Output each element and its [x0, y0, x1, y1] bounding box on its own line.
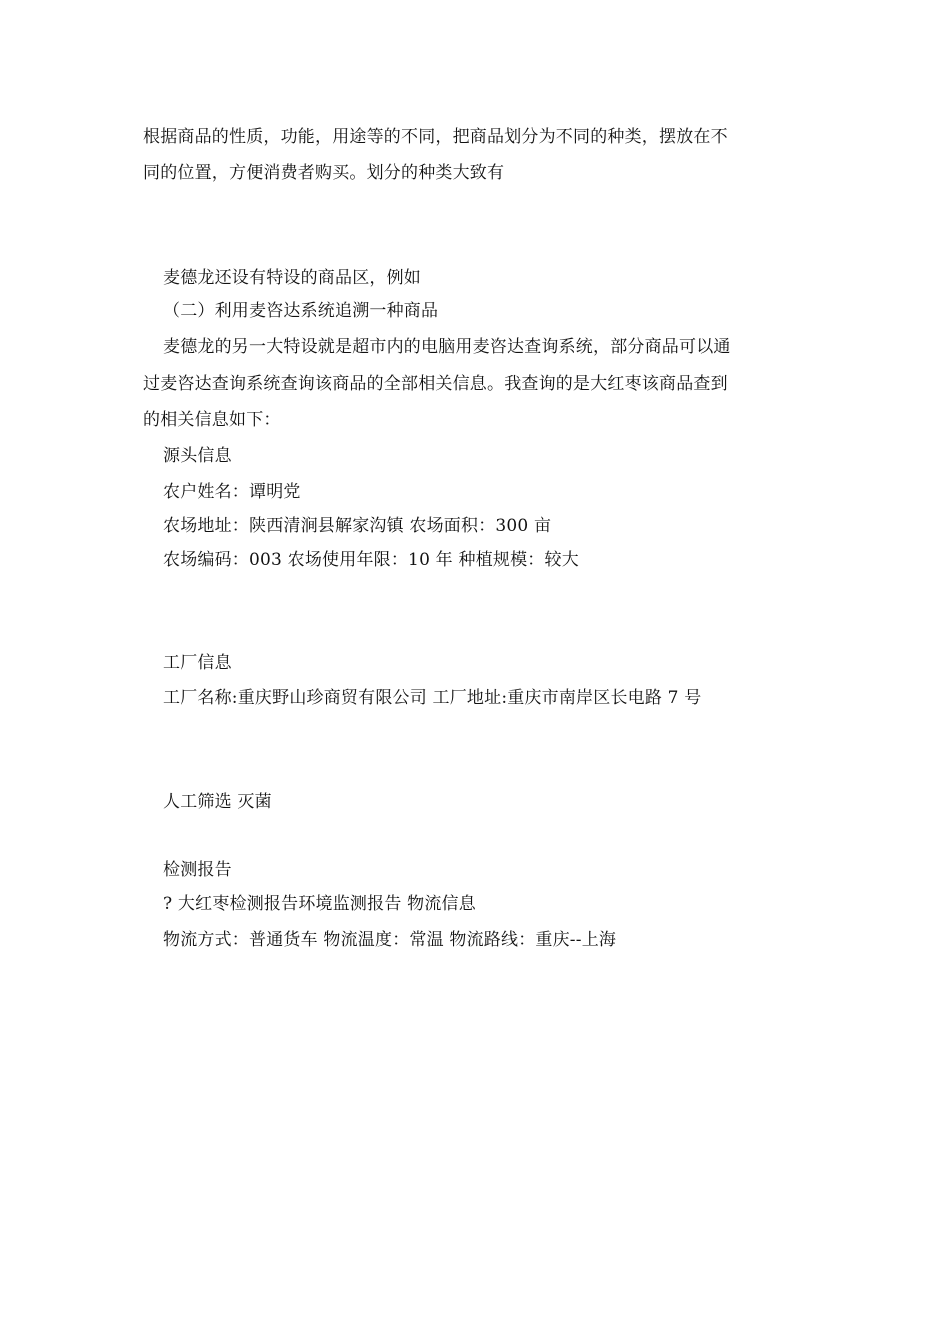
section-two-heading: （二）利用麦咨达系统追溯一种商品: [163, 301, 439, 321]
paragraph-categories-line-1: 根据商品的性质，功能，用途等的不同，把商品划分为不同的种类，摆放在不: [143, 127, 728, 147]
paragraph-mqa-line-3: 的相关信息如下：: [143, 410, 281, 430]
logistics-details: 物流方式：普通货车 物流温度：常温 物流路线：重庆--上海: [163, 930, 617, 950]
special-zone-text: 麦德龙还设有特设的商品区，例如: [163, 268, 421, 288]
paragraph-categories-line-2: 同的位置，方便消费者购买。划分的种类大致有: [143, 163, 505, 183]
inspection-reports: ? 大红枣检测报告环境监测报告 物流信息: [163, 894, 476, 914]
farmer-name: 农户姓名：谭明党: [163, 482, 301, 502]
factory-info-heading: 工厂信息: [163, 653, 232, 673]
inspection-heading: 检测报告: [163, 860, 232, 880]
source-info-heading: 源头信息: [163, 446, 232, 466]
farm-address: 农场地址：陕西清涧县解家沟镇 农场面积：300 亩: [163, 516, 552, 536]
factory-details: 工厂名称:重庆野山珍商贸有限公司 工厂地址:重庆市南岸区长电路 7 号: [163, 688, 702, 708]
paragraph-mqa-line-2: 过麦咨达查询系统查询该商品的全部相关信息。我查询的是大红枣该商品查到: [143, 374, 728, 394]
processing-steps: 人工筛选 灭菌: [163, 792, 272, 812]
farm-code: 农场编码：003 农场使用年限：10 年 种植规模：较大: [163, 550, 579, 570]
paragraph-mqa-line-1: 麦德龙的另一大特设就是超市内的电脑用麦咨达查询系统，部分商品可以通: [163, 337, 731, 357]
